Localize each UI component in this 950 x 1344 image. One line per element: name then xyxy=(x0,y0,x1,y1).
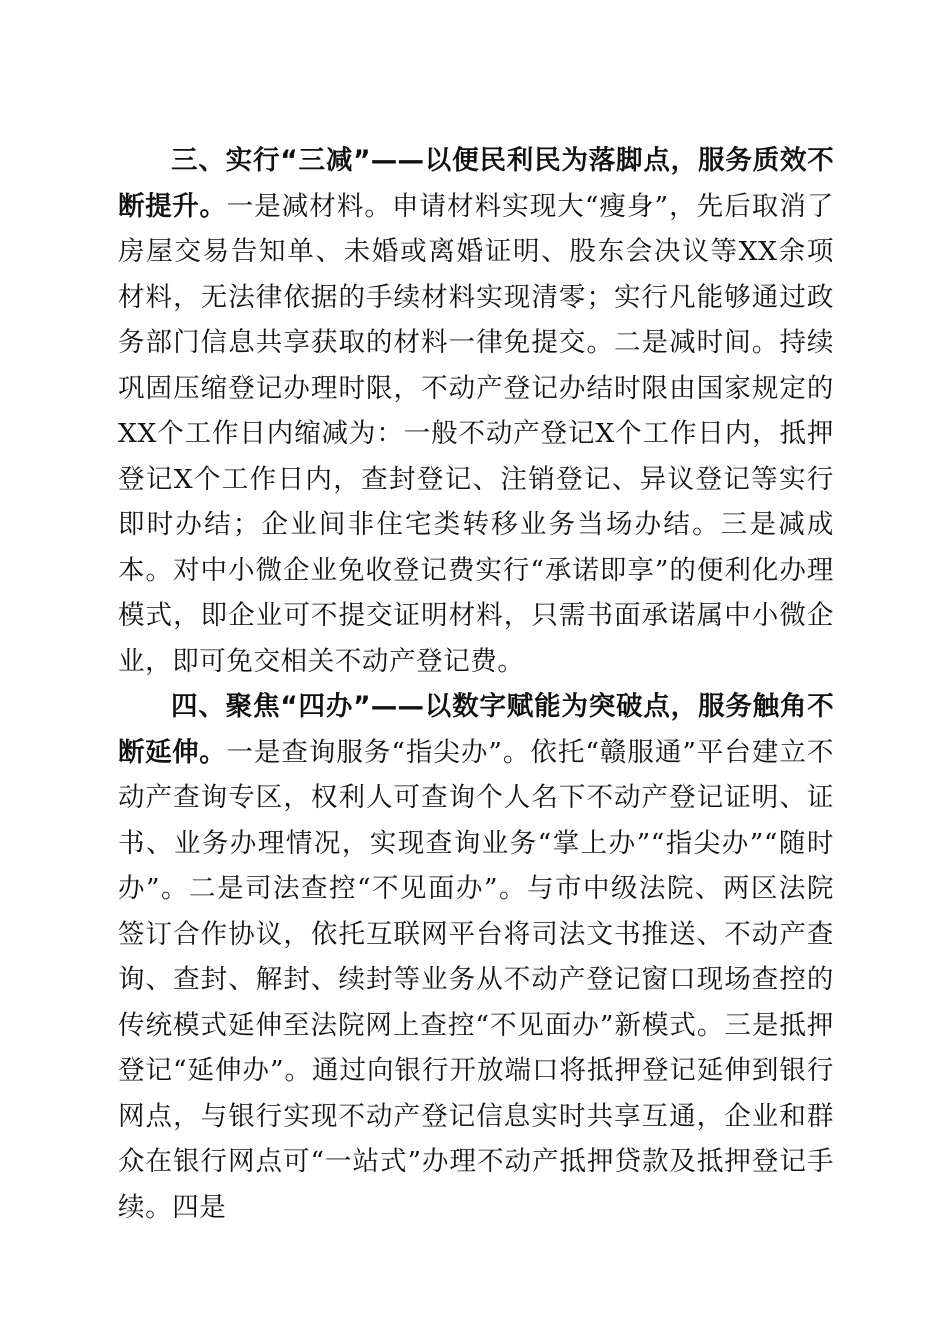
section-four-paragraph xyxy=(118,684,834,1230)
document-body xyxy=(118,138,834,1230)
section-three-heading: 三、实行“三减”——以便民利民为落脚点，服务质效不断提升。 xyxy=(118,145,834,222)
section-three-text: 一是减材料。申请材料实现大“瘦身”，先后取消了房屋交易告知单、未婚或离婚证明、股东会决议等XX余项材料，无法律依据的手续材料实现清零；实行凡能够通过政务部门信息共享获取的材料一律免提交。二是减时间。持续巩固压缩登记办理时限，不动产登记办结时限由国家规定的XX个工作日内缩减为：一般不动产登记X个工作日内，抵押登记X个工作日内，查封登记、注销登记、异议登记等实行即时办结；企业间非住宅类转移业务当场办结。三是减成本。对中小微企业免收登记费实行“承诺即享”的便利化办理模式，即企业可不提交证明材料，只需书面承诺属中小微企业，即可免交相关不动产登记费。 xyxy=(118,190,834,677)
section-four-heading: 四、聚焦“四办”——以数字赋能为突破点，服务触角不断延伸。 xyxy=(118,691,834,768)
section-three-paragraph xyxy=(118,138,834,684)
section-four-text: 一是查询服务“指尖办”。依托“赣服通”平台建立不动产查询专区，权利人可查询个人名下不动产登记证明、证书、业务办理情况，实现查询业务“掌上办”“指尖办”“随时办”。二是司法查控“不见面办”。与市中级法院、两区法院签订合作协议，依托互联网平台将司法文书推送、不动产查询、查封、解封、续封等业务从不动产登记窗口现场查控的传统模式延伸至法院网上查控“不见面办”新模式。三是抵押登记“延伸办”。通过向银行开放端口将抵押登记延伸到银行网点，与银行实现不动产登记信息实时共享互通，企业和群众在银行网点可“一站式”办理不动产抵押贷款及抵押登记手续。四是 xyxy=(118,736,834,1223)
